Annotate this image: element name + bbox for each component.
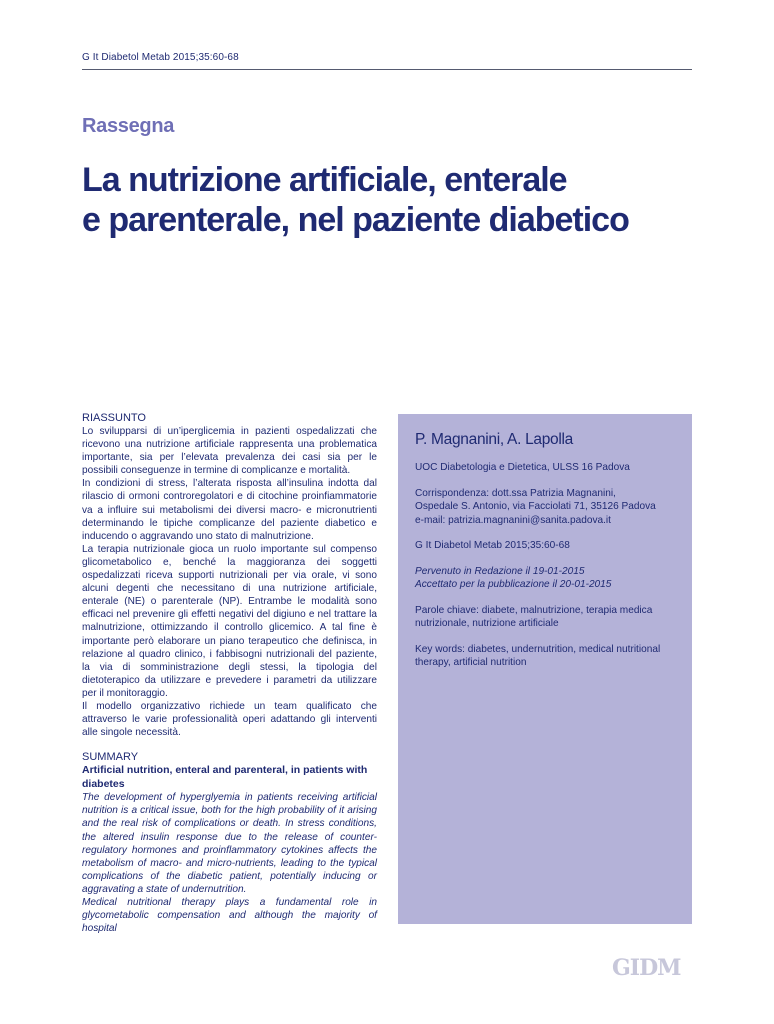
summary-title: Artificial nutrition, enteral and parenteral, in patients with diabetes <box>82 764 368 790</box>
article-info-box <box>398 414 692 924</box>
correspondence-line: Corrispondenza: dott.ssa Patrizia Magnanini, <box>415 487 616 499</box>
parole-chiave: Parole chiave: diabete, malnutrizione, terapia medica nutrizionale, nutrizione artificiale <box>415 604 653 629</box>
title-line-2: e parenterale, nel paziente diabetico <box>82 201 629 239</box>
riassunto-section <box>82 412 377 739</box>
riassunto-paragraph: Il modello organizzativo richiede un team qualificato che attraverso le varie professionalità operi adattando gli interventi alle singole necessità. <box>82 700 377 739</box>
riassunto-paragraph: La terapia nutrizionale gioca un ruolo importante sul compenso glicometabolico e, benché la maggioranza dei soggetti ospedalizzati riceva supporti nutrizionali per via orale, vi sono alcuni degenti che necessitano di una nutrizione artificiale, enterale (NE) o parenterale (NP). Entrambe le modalità sono efficaci nel prevenire gli effetti negativi del digiuno e nel trattare la malnutrizione, ottimizzando il controllo glicemico. A tal fine è importante però elaborare un piano terapeutico che definisca, in relazione al quadro clinico, i fabbisogni nutrizionali del paziente, la via di somministrazione degli stessi, la tipologia del dietoterapico da utilizzare e prevedere i parametri da utilizzare per il monitoraggio. <box>82 543 377 699</box>
submission-dates <box>415 565 685 592</box>
summary-heading: SUMMARY <box>82 751 139 764</box>
summary-paragraph: Medical nutritional therapy plays a fundamental role in glycometabolic compensation and although the majority of hospital <box>82 897 377 935</box>
riassunto-paragraph: Lo svilupparsi di un’iperglicemia in pazienti ospedalizzati che ricevono una nutrizione artificiale rappresenta una problematica importante, sia per l’elevata prevalenza dei casi sia per le possibili conseguenze in termine di complicanze e mortalità. <box>82 426 377 477</box>
received-date: Pervenuto in Redazione il 19-01-2015 <box>415 565 585 577</box>
title-line-1: La nutrizione artificiale, enterale <box>82 161 567 199</box>
correspondence-line: Ospedale S. Antonio, via Facciolati 71, 35126 Padova <box>415 501 656 512</box>
authors: P. Magnanini, A. Lapolla <box>415 431 573 448</box>
gidm-logo: GIDM <box>612 955 681 981</box>
journal-reference: G It Diabetol Metab 2015;35:60-68 <box>82 52 239 63</box>
affiliation: UOC Diabetologia e Dietetica, ULSS 16 Padova <box>415 462 630 473</box>
sidebar-journal-reference: G It Diabetol Metab 2015;35:60-68 <box>415 540 570 551</box>
accepted-date: Accettato per la pubblicazione il 20-01-2015 <box>415 579 612 590</box>
key-words: Key words: diabetes, undernutrition, medical nutritional therapy, artificial nutrition <box>415 643 661 668</box>
riassunto-paragraph: In condizioni di stress, l’alterata risposta all’insulina indotta dal rilascio di ormoni controregolatori e di citochine proinfiammatorie va a influire sui metabolismi dei diversi macro- e micronutrienti determinando le tipiche complicanze del paziente diabetico e inducendo o aggravando uno stato di malnutrizione. <box>82 478 377 542</box>
article-title <box>82 160 702 240</box>
summary-section <box>82 751 377 935</box>
abstract-column <box>82 412 377 935</box>
summary-paragraph: The development of hyperglyemia in patients receiving artificial nutrition is a critical issue, both for the high probability of it arising and the real risk of complications or death. In stress conditions, the altered insulin response due to the release of counter-regulatory hormones and proinflammatory cytokines affects the metabolism of macro- and micro-nutrients, leading to the typical complications of the diabetic patient, potentially inducing or aggravating a state of undernutrition. <box>82 792 377 895</box>
correspondence <box>415 487 685 528</box>
riassunto-heading: RIASSUNTO <box>82 412 146 424</box>
section-label: Rassegna <box>82 115 175 137</box>
email-line: e-mail: patrizia.magnanini@sanita.padova.it <box>415 514 611 526</box>
header-rule <box>82 69 692 70</box>
